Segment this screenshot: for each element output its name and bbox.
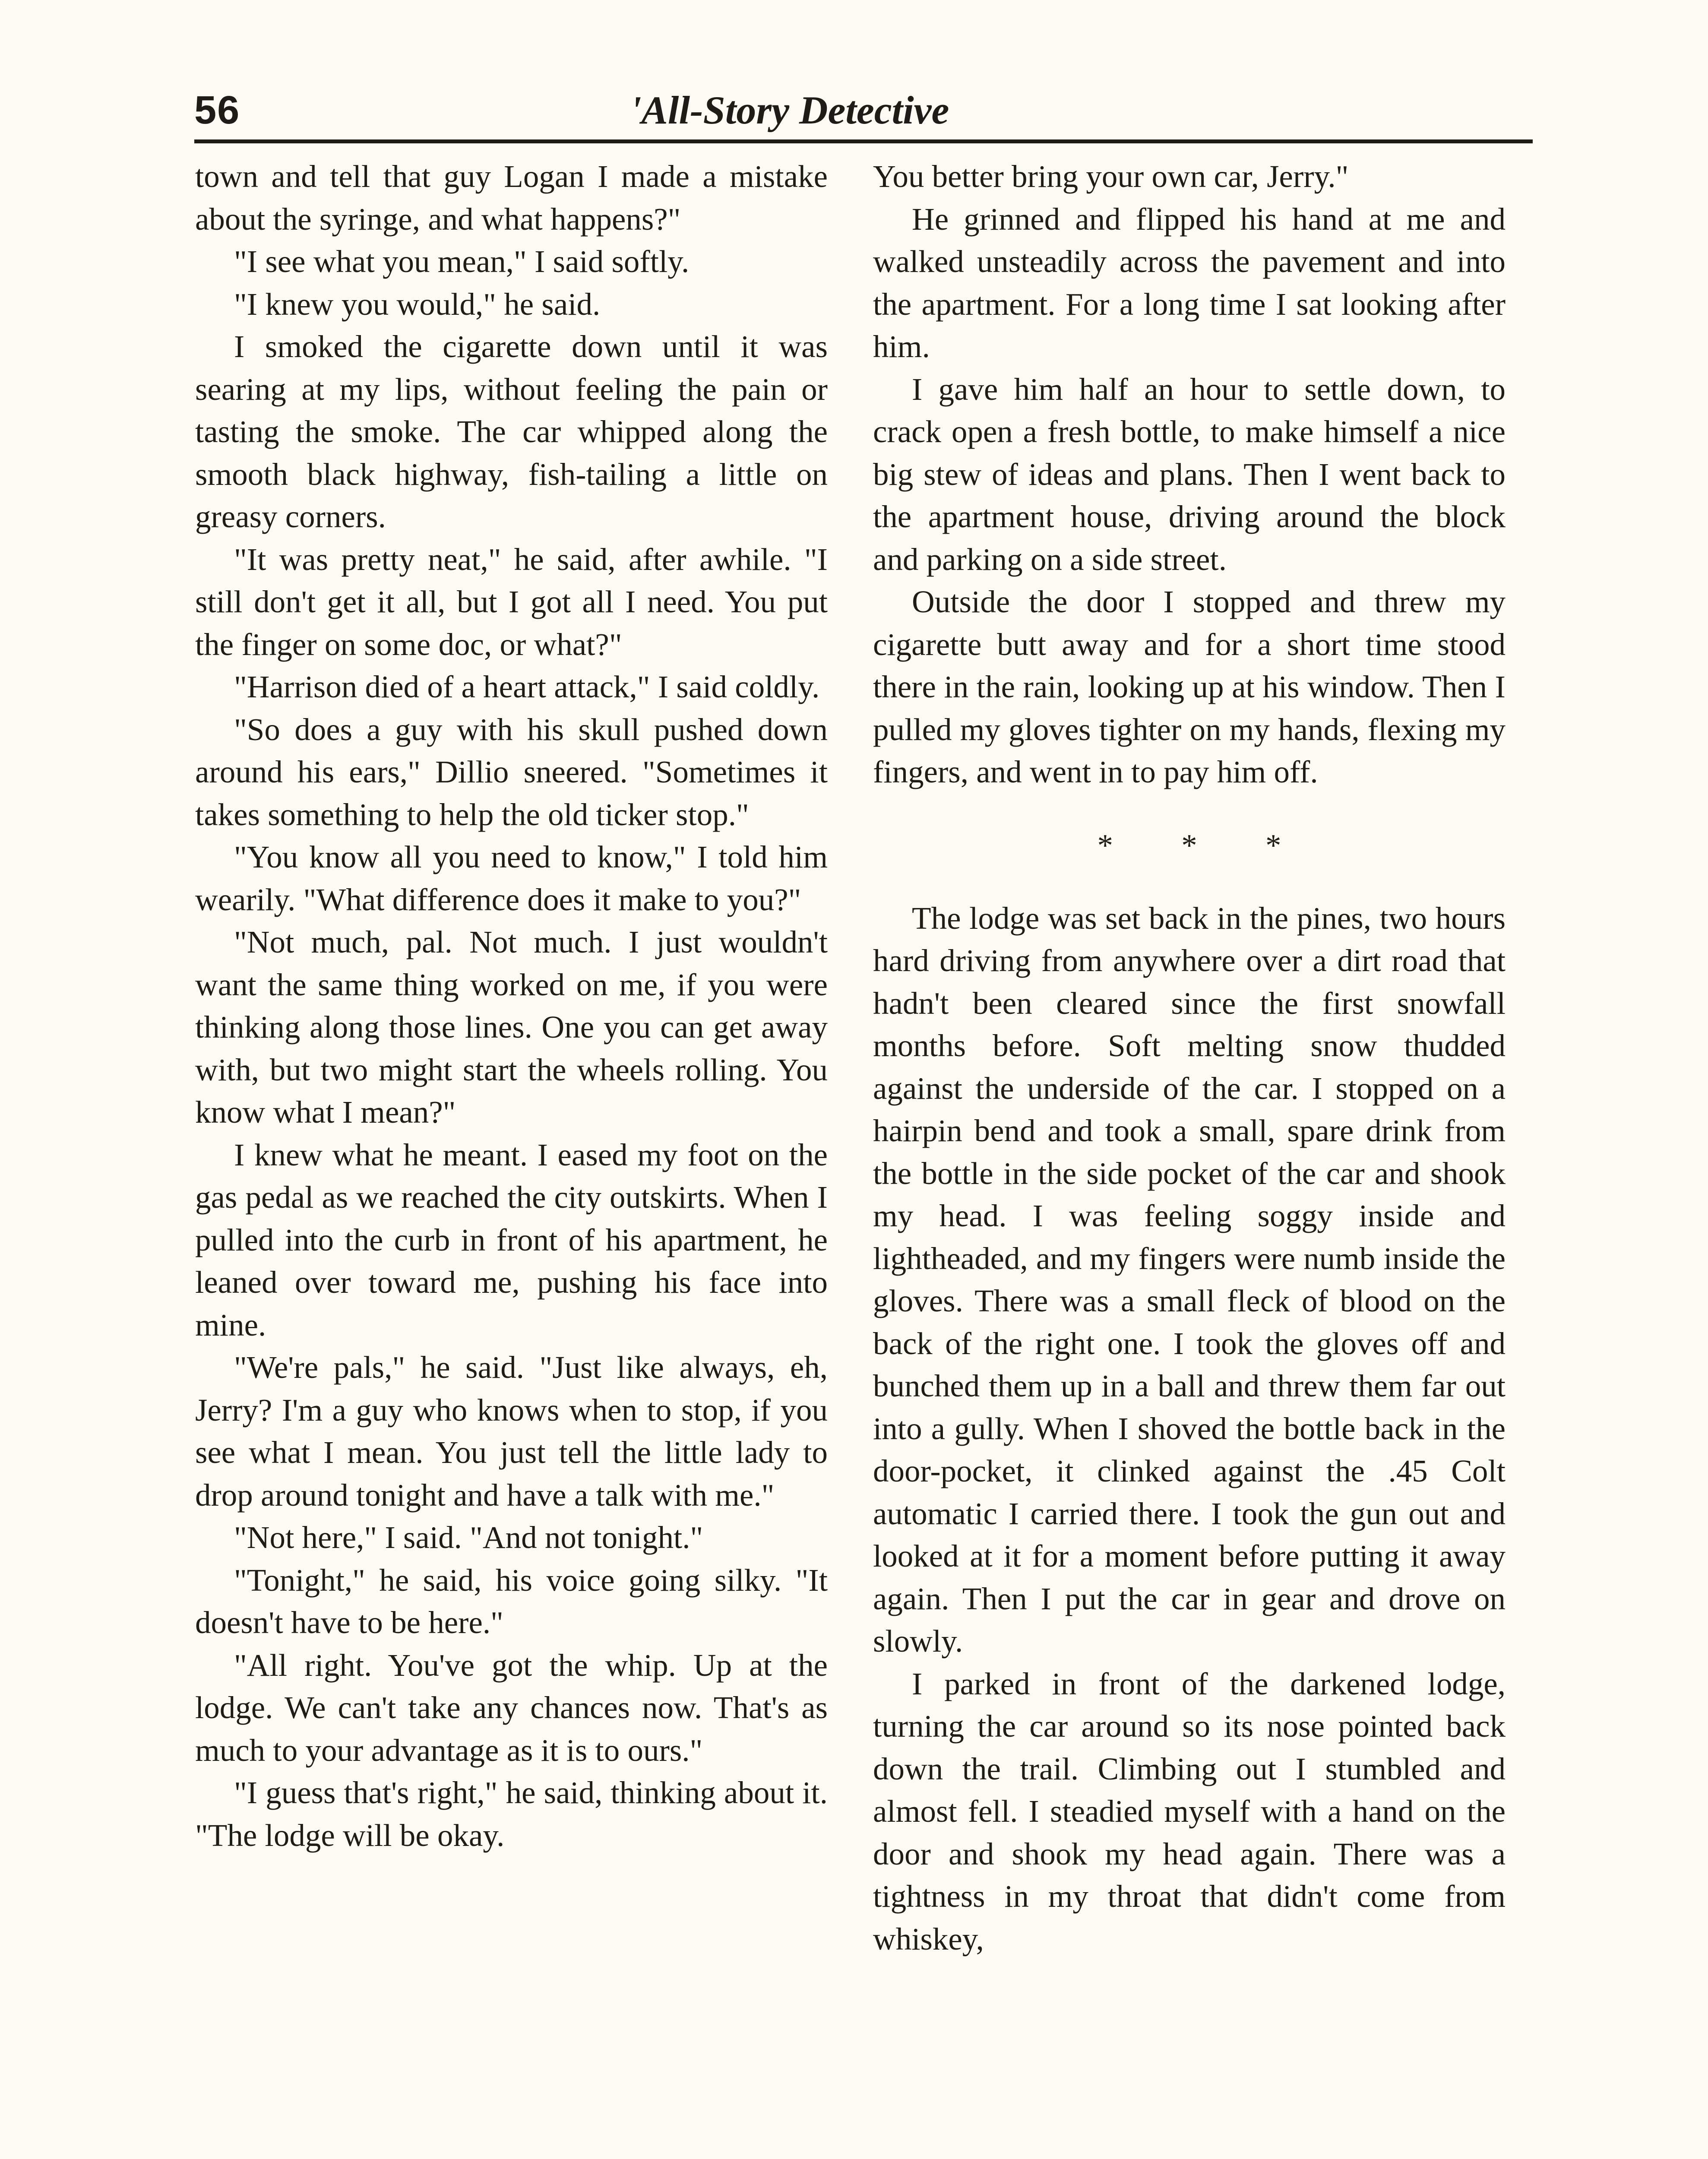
header-rule <box>194 139 1533 143</box>
paragraph: "Not much, pal. Not much. I just wouldn't want the same thing worked on me, if you were thinking along those lines. One you can get away with, but two might start the wheels rolling. You know what I mean?" <box>195 924 828 1130</box>
paragraph: "You know all you need to know," I told him wearily. "What difference does it make to you?" <box>195 839 828 917</box>
page-header <box>194 84 1533 145</box>
paragraph: I gave him half an hour to settle down, to crack open a fresh bottle, to make himself a nice big stew of ideas and plans. Then I went back to the apartment house, driving around the block and parking on a side street. <box>873 371 1506 577</box>
paragraph: "It was pretty neat," he said, after awhile. "I still don't get it all, but I got all I need. You put the finger on some doc, or what?" <box>195 541 828 662</box>
paragraph: "So does a guy with his skull pushed down around his ears," Dillio sneered. "Sometimes it takes something to help the old ticker stop." <box>195 712 828 832</box>
paragraph: You better bring your own car, Jerry." <box>873 159 1349 194</box>
left-column <box>195 155 828 1857</box>
paragraph: "I guess that's right," he said, thinking about it. "The lodge will be okay. <box>195 1775 828 1853</box>
paragraph: He grinned and flipped his hand at me and walked unsteadily across the pavement and into the apartment. For a long time I sat looking after him. <box>873 201 1506 364</box>
paragraph: Outside the door I stopped and threw my cigarette butt away and for a short time stood there in the rain, looking up at his window. Then I pulled my gloves tighter on my hands, flexing my fingers, and went in to pay him off. <box>873 584 1506 789</box>
paragraph: "All right. You've got the whip. Up at the lodge. We can't take any chances now. That's as much to your advantage as it is to ours." <box>195 1647 828 1768</box>
paragraph: The lodge was set back in the pines, two hours hard driving from anywhere over a dirt road that hadn't been cleared since the first snowfall months before. Soft melting snow thudded against the underside of the car. I stopped on a hairpin bend and took a small, spare drink from the bottle in the side pocket of the car and shook my head. I was feeling soggy inside and lightheaded, and my fingers were numb inside the gloves. There was a small fleck of blood on the back of the right one. I took the gloves off and bunched them up in a ball and threw them far out into a gully. When I shoved the bottle back in the door-pocket, it clinked against the .45 Colt automatic I carried there. I took the gun out and looked at it for a moment before putting it away again. Then I put the car in gear and drove on slowly. <box>873 900 1506 1659</box>
paragraph: "I knew you would," he said. <box>234 286 601 322</box>
paragraph: I knew what he meant. I eased my foot on the gas pedal as we reached the city outskirts. When I pulled into the curb in front of his apartment, he leaned over toward me, pushing his face into mine. <box>195 1137 828 1342</box>
section-break: * * * <box>1097 827 1312 863</box>
page-number: 56 <box>194 88 240 132</box>
paragraph: "Tonight," he said, his voice going silky. "It doesn't have to be here." <box>195 1562 828 1640</box>
running-title: 'All-Story Detective <box>630 88 949 132</box>
paragraph: "Harrison died of a heart attack," I said coldly. <box>234 669 820 704</box>
right-column <box>873 155 1506 1960</box>
paragraph: I smoked the cigarette down until it was searing at my lips, without feeling the pain or tasting the smoke. The car whipped along the smooth black highway, fish-tailing a little on greasy corners. <box>195 329 828 534</box>
paragraph: "We're pals," he said. "Just like always, eh, Jerry? I'm a guy who knows when to stop, if you see what I mean. You just tell the little lady to drop around tonight and have a talk with me." <box>195 1350 828 1513</box>
paragraph: I parked in front of the darkened lodge, turning the car around so its nose pointed back down the trail. Climbing out I stumbled and almost fell. I steadied myself with a hand on the door and shook my head again. There was a tightness in my throat that didn't come from whiskey, <box>873 1666 1506 1956</box>
paragraph: town and tell that guy Logan I made a mistake about the syringe, and what happens?" <box>195 159 828 237</box>
paragraph: "Not here," I said. "And not tonight." <box>234 1520 703 1555</box>
paragraph: "I see what you mean," I said softly. <box>234 244 690 279</box>
